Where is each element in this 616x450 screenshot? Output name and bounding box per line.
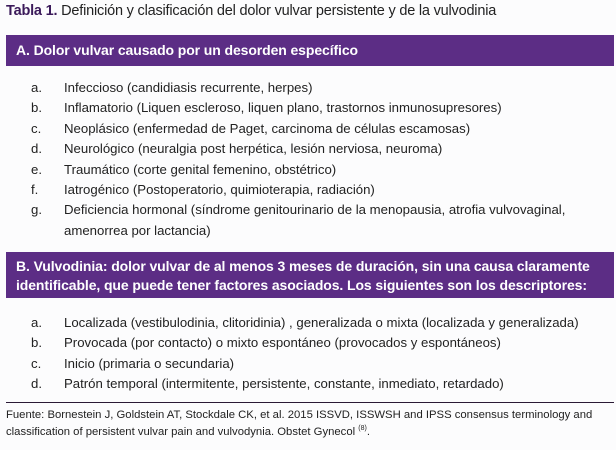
list-item bbox=[0, 333, 604, 353]
list-marker: d. bbox=[31, 141, 42, 157]
section-a-header: A. Dolor vulvar causado por un desorden específico bbox=[6, 35, 614, 66]
section-b-list bbox=[0, 313, 604, 395]
list-marker: a. bbox=[31, 315, 42, 330]
table-title: Definición y clasificación del dolor vulvar persistente y de la vulvodinia bbox=[57, 3, 497, 19]
list-item bbox=[0, 119, 604, 139]
footer-divider bbox=[6, 402, 614, 403]
list-item-text: Iatrogénico (Postoperatorio, quimioterapia, radiación) bbox=[64, 182, 375, 198]
list-item bbox=[0, 139, 604, 159]
list-marker: a. bbox=[31, 80, 42, 95]
list-item-text: Inicio (primaria o secundaria) bbox=[64, 355, 235, 371]
list-item-text: Neurológico (neuralgia post herpética, lesión nerviosa, neuroma) bbox=[64, 141, 443, 157]
reference-number: (8) bbox=[358, 425, 367, 433]
list-item-text: Localizada (vestibulodinia, clitoridinia) , generalizada o mixta (localizada y generalizada) bbox=[64, 315, 579, 330]
list-marker: f. bbox=[31, 182, 39, 198]
list-item-text: Deficiencia hormonal (síndrome genitourinario de la menopausia, atrofia vulvovaginal, amenorrea por lactancia) bbox=[64, 202, 566, 238]
source-end: . bbox=[366, 426, 370, 438]
list-marker: d. bbox=[31, 376, 42, 392]
list-item bbox=[0, 354, 604, 374]
table-caption bbox=[6, 3, 496, 19]
list-item-text: Traumático (corte genital femenino, obstétrico) bbox=[64, 161, 337, 177]
source-text: Fuente: Bornestein J, Goldstein AT, Stockdale CK, et al. 2015 ISSVD, ISSWSH and IPSS consensus terminology and classification of persistent vulvar pain and vulvodynia. Obstet Gynecol bbox=[6, 409, 593, 438]
list-marker: b. bbox=[31, 100, 42, 116]
list-marker: b. bbox=[31, 335, 42, 351]
list-item-text: Provocada (por contacto) o mixto espontáneo (provocados y espontáneos) bbox=[64, 335, 501, 351]
list-marker: c. bbox=[31, 120, 42, 136]
table-label: Tabla 1. bbox=[6, 3, 58, 19]
list-item bbox=[0, 98, 604, 118]
section-a-list bbox=[0, 78, 604, 241]
list-marker: c. bbox=[31, 355, 42, 371]
list-item bbox=[0, 200, 604, 241]
list-item-text: Patrón temporal (intermitente, persistente, constante, inmediato, retardado) bbox=[64, 376, 504, 392]
list-item bbox=[0, 78, 604, 98]
list-item-text: Inflamatorio (Liquen escleroso, liquen plano, trastornos inmunosupresores) bbox=[64, 100, 502, 116]
list-item bbox=[0, 180, 604, 200]
source-citation bbox=[6, 407, 616, 441]
list-marker: e. bbox=[31, 161, 42, 177]
section-b-header: B. Vulvodinia: dolor vulvar de al menos 3 meses de duración, sin una causa claramente identificable, que puede tener factores asociados. Los siguientes son los descriptores: bbox=[6, 252, 614, 298]
list-item bbox=[0, 374, 604, 394]
list-marker: g. bbox=[31, 202, 42, 218]
list-item-text: Neoplásico (enfermedad de Paget, carcinoma de células escamosas) bbox=[64, 120, 471, 136]
list-item bbox=[0, 160, 604, 180]
list-item bbox=[0, 313, 604, 333]
list-item-text: Infeccioso (candidiasis recurrente, herpes) bbox=[64, 80, 313, 95]
